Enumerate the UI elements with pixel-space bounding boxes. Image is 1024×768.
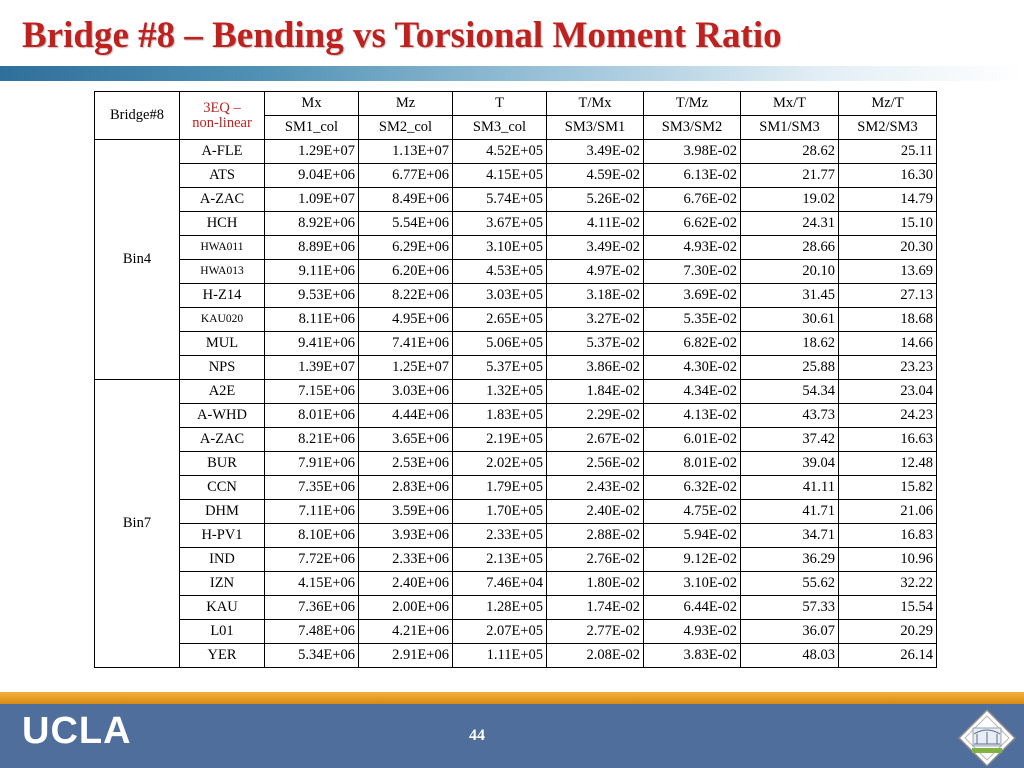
value-cell: 2.83E+06 <box>359 476 453 500</box>
value-cell: 3.83E-02 <box>644 644 741 668</box>
value-cell: 2.13E+05 <box>453 548 547 572</box>
table-row <box>95 500 937 524</box>
earthquake-label: KAU <box>180 596 265 620</box>
value-cell: 7.15E+06 <box>265 380 359 404</box>
value-cell: 3.49E-02 <box>547 140 644 164</box>
value-cell: 6.82E-02 <box>644 332 741 356</box>
table-row <box>95 404 937 428</box>
value-cell: 3.98E-02 <box>644 140 741 164</box>
table-row <box>95 620 937 644</box>
value-cell: 4.21E+06 <box>359 620 453 644</box>
value-cell: 3.03E+05 <box>453 284 547 308</box>
column-subheader: SM2_col <box>359 116 453 140</box>
value-cell: 3.93E+06 <box>359 524 453 548</box>
column-header: Mz/T <box>839 92 937 116</box>
value-cell: 28.66 <box>741 236 839 260</box>
value-cell: 3.18E-02 <box>547 284 644 308</box>
value-cell: 4.30E-02 <box>644 356 741 380</box>
earthquake-label: A-ZAC <box>180 188 265 212</box>
earthquake-label: HCH <box>180 212 265 236</box>
value-cell: 7.36E+06 <box>265 596 359 620</box>
footer-bar <box>0 704 1024 768</box>
value-cell: 2.76E-02 <box>547 548 644 572</box>
value-cell: 1.11E+05 <box>453 644 547 668</box>
value-cell: 6.76E-02 <box>644 188 741 212</box>
value-cell: 15.54 <box>839 596 937 620</box>
value-cell: 5.37E-02 <box>547 332 644 356</box>
earthquake-label: IZN <box>180 572 265 596</box>
value-cell: 5.06E+05 <box>453 332 547 356</box>
column-subheader: SM3/SM1 <box>547 116 644 140</box>
value-cell: 2.07E+05 <box>453 620 547 644</box>
value-cell: 19.02 <box>741 188 839 212</box>
value-cell: 1.70E+05 <box>453 500 547 524</box>
value-cell: 20.29 <box>839 620 937 644</box>
value-cell: 6.32E-02 <box>644 476 741 500</box>
value-cell: 3.03E+06 <box>359 380 453 404</box>
value-cell: 7.91E+06 <box>265 452 359 476</box>
value-cell: 55.62 <box>741 572 839 596</box>
value-cell: 2.77E-02 <box>547 620 644 644</box>
earthquake-label: A-ZAC <box>180 428 265 452</box>
value-cell: 20.10 <box>741 260 839 284</box>
value-cell: 9.12E-02 <box>644 548 741 572</box>
value-cell: 4.59E-02 <box>547 164 644 188</box>
value-cell: 1.79E+05 <box>453 476 547 500</box>
table-row <box>95 140 937 164</box>
value-cell: 9.41E+06 <box>265 332 359 356</box>
value-cell: 14.66 <box>839 332 937 356</box>
value-cell: 32.22 <box>839 572 937 596</box>
value-cell: 18.68 <box>839 308 937 332</box>
table-row <box>95 236 937 260</box>
value-cell: 34.71 <box>741 524 839 548</box>
value-cell: 8.01E+06 <box>265 404 359 428</box>
value-cell: 27.13 <box>839 284 937 308</box>
table-row <box>95 260 937 284</box>
value-cell: 15.82 <box>839 476 937 500</box>
value-cell: 1.09E+07 <box>265 188 359 212</box>
value-cell: 3.65E+06 <box>359 428 453 452</box>
value-cell: 7.48E+06 <box>265 620 359 644</box>
value-cell: 1.84E-02 <box>547 380 644 404</box>
value-cell: 48.03 <box>741 644 839 668</box>
value-cell: 2.08E-02 <box>547 644 644 668</box>
value-cell: 6.20E+06 <box>359 260 453 284</box>
value-cell: 2.65E+05 <box>453 308 547 332</box>
value-cell: 4.11E-02 <box>547 212 644 236</box>
column-header: T <box>453 92 547 116</box>
value-cell: 2.43E-02 <box>547 476 644 500</box>
value-cell: 8.10E+06 <box>265 524 359 548</box>
column-header: T/Mx <box>547 92 644 116</box>
value-cell: 14.79 <box>839 188 937 212</box>
value-cell: 8.01E-02 <box>644 452 741 476</box>
header-row <box>95 92 937 116</box>
value-cell: 4.34E-02 <box>644 380 741 404</box>
value-cell: 16.83 <box>839 524 937 548</box>
value-cell: 36.29 <box>741 548 839 572</box>
title-underline-bar <box>0 66 1024 81</box>
column-header: Mx <box>265 92 359 116</box>
page-number: 44 <box>469 727 485 744</box>
value-cell: 13.69 <box>839 260 937 284</box>
value-cell: 15.10 <box>839 212 937 236</box>
table-row <box>95 524 937 548</box>
column-subheader: SM1_col <box>265 116 359 140</box>
eq-header <box>180 92 265 140</box>
value-cell: 25.88 <box>741 356 839 380</box>
footer-gold-stripe <box>0 692 1024 704</box>
ucla-logo: UCLA <box>22 710 132 752</box>
value-cell: 24.31 <box>741 212 839 236</box>
earthquake-label: ATS <box>180 164 265 188</box>
value-cell: 54.34 <box>741 380 839 404</box>
value-cell: 1.83E+05 <box>453 404 547 428</box>
value-cell: 24.23 <box>839 404 937 428</box>
earthquake-label: YER <box>180 644 265 668</box>
value-cell: 3.59E+06 <box>359 500 453 524</box>
value-cell: 2.40E+06 <box>359 572 453 596</box>
table-row <box>95 548 937 572</box>
value-cell: 10.96 <box>839 548 937 572</box>
earthquake-label: A-WHD <box>180 404 265 428</box>
table-row <box>95 332 937 356</box>
value-cell: 1.13E+07 <box>359 140 453 164</box>
corner-label: Bridge#8 <box>95 92 180 140</box>
slide-title: Bridge #8 – Bending vs Torsional Moment Ratio <box>22 15 782 56</box>
value-cell: 41.71 <box>741 500 839 524</box>
value-cell: 23.04 <box>839 380 937 404</box>
value-cell: 9.11E+06 <box>265 260 359 284</box>
earthquake-label: KAU020 <box>180 308 265 332</box>
value-cell: 5.37E+05 <box>453 356 547 380</box>
value-cell: 5.54E+06 <box>359 212 453 236</box>
table-row <box>95 596 937 620</box>
earthquake-label: MUL <box>180 332 265 356</box>
value-cell: 7.11E+06 <box>265 500 359 524</box>
value-cell: 21.77 <box>741 164 839 188</box>
value-cell: 18.62 <box>741 332 839 356</box>
value-cell: 28.62 <box>741 140 839 164</box>
value-cell: 7.30E-02 <box>644 260 741 284</box>
value-cell: 2.33E+05 <box>453 524 547 548</box>
value-cell: 1.25E+07 <box>359 356 453 380</box>
value-cell: 8.49E+06 <box>359 188 453 212</box>
value-cell: 6.01E-02 <box>644 428 741 452</box>
value-cell: 16.30 <box>839 164 937 188</box>
group-label: Bin4 <box>95 140 180 380</box>
earthquake-label: A-FLE <box>180 140 265 164</box>
value-cell: 3.86E-02 <box>547 356 644 380</box>
earthquake-label: NPS <box>180 356 265 380</box>
value-cell: 6.62E-02 <box>644 212 741 236</box>
column-subheader: SM3/SM2 <box>644 116 741 140</box>
table-body <box>95 140 937 668</box>
value-cell: 4.97E-02 <box>547 260 644 284</box>
value-cell: 43.73 <box>741 404 839 428</box>
column-header: T/Mz <box>644 92 741 116</box>
table-row <box>95 572 937 596</box>
value-cell: 8.11E+06 <box>265 308 359 332</box>
value-cell: 1.28E+05 <box>453 596 547 620</box>
earthquake-label: H-Z14 <box>180 284 265 308</box>
value-cell: 3.49E-02 <box>547 236 644 260</box>
value-cell: 1.80E-02 <box>547 572 644 596</box>
earthquake-label: CCN <box>180 476 265 500</box>
value-cell: 2.91E+06 <box>359 644 453 668</box>
table-row <box>95 644 937 668</box>
value-cell: 37.42 <box>741 428 839 452</box>
value-cell: 12.48 <box>839 452 937 476</box>
value-cell: 8.89E+06 <box>265 236 359 260</box>
value-cell: 36.07 <box>741 620 839 644</box>
value-cell: 2.00E+06 <box>359 596 453 620</box>
value-cell: 8.21E+06 <box>265 428 359 452</box>
table-row <box>95 476 937 500</box>
value-cell: 2.02E+05 <box>453 452 547 476</box>
value-cell: 2.53E+06 <box>359 452 453 476</box>
value-cell: 4.93E-02 <box>644 620 741 644</box>
value-cell: 2.56E-02 <box>547 452 644 476</box>
value-cell: 5.94E-02 <box>644 524 741 548</box>
table-row <box>95 188 937 212</box>
earthquake-label: HWA011 <box>180 236 265 260</box>
value-cell: 3.10E+05 <box>453 236 547 260</box>
value-cell: 21.06 <box>839 500 937 524</box>
earthquake-label: L01 <box>180 620 265 644</box>
value-cell: 5.26E-02 <box>547 188 644 212</box>
value-cell: 7.41E+06 <box>359 332 453 356</box>
column-subheader: SM1/SM3 <box>741 116 839 140</box>
value-cell: 4.75E-02 <box>644 500 741 524</box>
value-cell: 23.23 <box>839 356 937 380</box>
value-cell: 8.22E+06 <box>359 284 453 308</box>
value-cell: 4.53E+05 <box>453 260 547 284</box>
table-row <box>95 380 937 404</box>
value-cell: 16.63 <box>839 428 937 452</box>
value-cell: 3.67E+05 <box>453 212 547 236</box>
eq-header-line2: non-linear <box>192 114 252 131</box>
earthquake-label: BUR <box>180 452 265 476</box>
value-cell: 2.88E-02 <box>547 524 644 548</box>
value-cell: 8.92E+06 <box>265 212 359 236</box>
column-subheader: SM2/SM3 <box>839 116 937 140</box>
value-cell: 1.74E-02 <box>547 596 644 620</box>
group-label: Bin7 <box>95 380 180 668</box>
value-cell: 7.72E+06 <box>265 548 359 572</box>
value-cell: 1.32E+05 <box>453 380 547 404</box>
table-row <box>95 428 937 452</box>
value-cell: 1.39E+07 <box>265 356 359 380</box>
earthquake-label: IND <box>180 548 265 572</box>
value-cell: 5.35E-02 <box>644 308 741 332</box>
table-row <box>95 164 937 188</box>
earthquake-label: H-PV1 <box>180 524 265 548</box>
value-cell: 4.13E-02 <box>644 404 741 428</box>
value-cell: 4.44E+06 <box>359 404 453 428</box>
value-cell: 2.67E-02 <box>547 428 644 452</box>
value-cell: 6.77E+06 <box>359 164 453 188</box>
earthquake-label: HWA013 <box>180 260 265 284</box>
value-cell: 4.95E+06 <box>359 308 453 332</box>
value-cell: 1.29E+07 <box>265 140 359 164</box>
moment-ratio-table <box>94 91 937 668</box>
column-header: Mz <box>359 92 453 116</box>
table-row <box>95 452 937 476</box>
value-cell: 3.69E-02 <box>644 284 741 308</box>
value-cell: 39.04 <box>741 452 839 476</box>
nees-seal-icon <box>957 708 1017 768</box>
value-cell: 30.61 <box>741 308 839 332</box>
value-cell: 3.10E-02 <box>644 572 741 596</box>
value-cell: 4.93E-02 <box>644 236 741 260</box>
value-cell: 26.14 <box>839 644 937 668</box>
value-cell: 20.30 <box>839 236 937 260</box>
value-cell: 4.15E+06 <box>265 572 359 596</box>
value-cell: 2.33E+06 <box>359 548 453 572</box>
value-cell: 2.19E+05 <box>453 428 547 452</box>
value-cell: 9.04E+06 <box>265 164 359 188</box>
value-cell: 7.35E+06 <box>265 476 359 500</box>
value-cell: 7.46E+04 <box>453 572 547 596</box>
value-cell: 6.29E+06 <box>359 236 453 260</box>
table-row <box>95 284 937 308</box>
value-cell: 57.33 <box>741 596 839 620</box>
value-cell: 2.29E-02 <box>547 404 644 428</box>
earthquake-label: DHM <box>180 500 265 524</box>
value-cell: 2.40E-02 <box>547 500 644 524</box>
earthquake-label: A2E <box>180 380 265 404</box>
value-cell: 31.45 <box>741 284 839 308</box>
column-header: Mx/T <box>741 92 839 116</box>
column-subheader: SM3_col <box>453 116 547 140</box>
value-cell: 25.11 <box>839 140 937 164</box>
value-cell: 4.52E+05 <box>453 140 547 164</box>
table-row <box>95 356 937 380</box>
table-row <box>95 308 937 332</box>
value-cell: 4.15E+05 <box>453 164 547 188</box>
value-cell: 6.13E-02 <box>644 164 741 188</box>
eq-header-line1: 3EQ – <box>203 100 241 116</box>
value-cell: 5.74E+05 <box>453 188 547 212</box>
value-cell: 5.34E+06 <box>265 644 359 668</box>
value-cell: 41.11 <box>741 476 839 500</box>
value-cell: 6.44E-02 <box>644 596 741 620</box>
value-cell: 9.53E+06 <box>265 284 359 308</box>
value-cell: 3.27E-02 <box>547 308 644 332</box>
table-row <box>95 212 937 236</box>
